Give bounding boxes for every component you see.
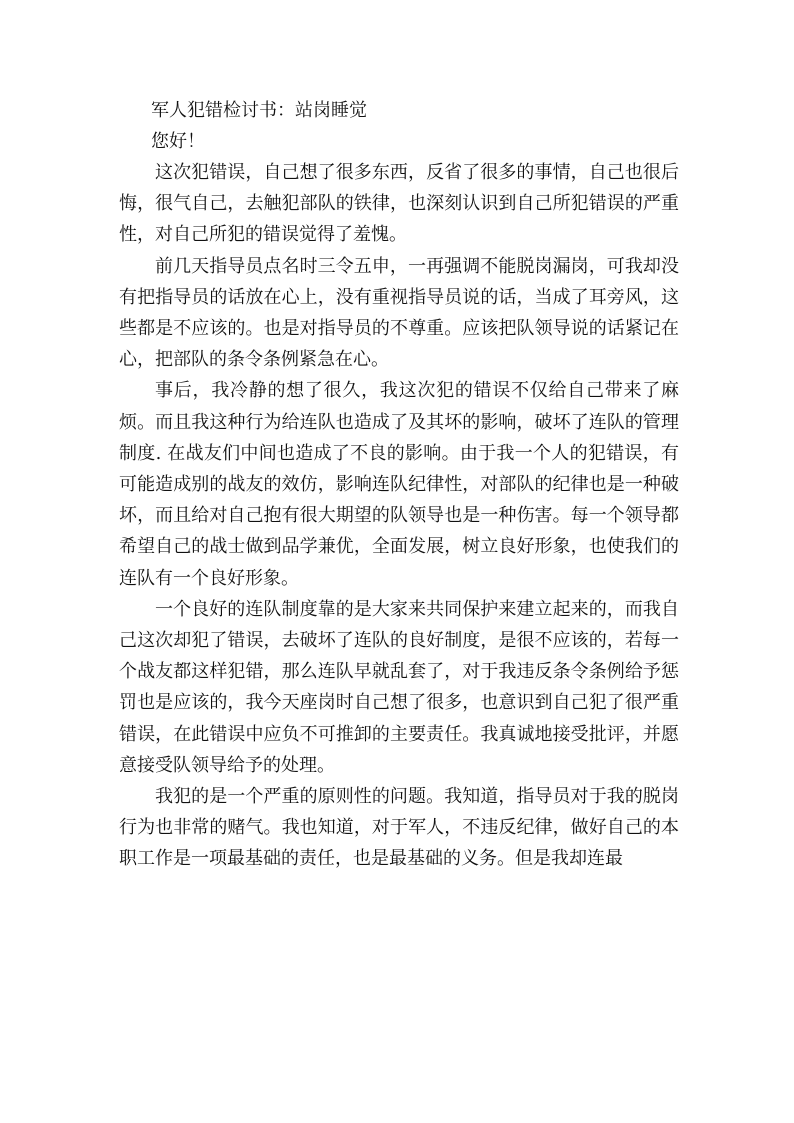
salutation: 您好！ [151, 131, 205, 152]
paragraph-2: 前几天指导员点名时三令五申，一再强调不能脱岗漏岗，可我却没有把指导员的话放在心上，没有重视指导员说的话，当成了耳旁风，这些都是不应该的。也是对指导员的不尊重。应该把队领导说的话紧记在心，把部队的条令条例紧急在心。 [119, 255, 679, 371]
document-title: 军人犯错检讨书：站岗睡觉 [151, 100, 367, 121]
paragraph-3: 事后，我冷静的想了很久，我这次犯的错误不仅给自己带来了麻烦。而且我这种行为给连队也造成了及其坏的影响，破坏了连队的管理制度. 在战友们中间也造成了不良的影响。由于我一个人的犯错误，有可能造成别的战友的效仿，影响连队纪律性，对部队的纪律也是一种破坏，而且给对自己抱有很大期望的队领导也是一种伤害。每一个领导都希望自己的战士做到品学兼优，全面发展，树立良好形象，也使我们的连队有一个良好形象。 [119, 380, 679, 589]
paragraph-5: 我犯的是一个严重的原则性的问题。我知道，指导员对于我的脱岗行为也非常的赌气。我也知道，对于军人，不违反纪律，做好自己的本职工作是一项最基础的责任，也是最基础的义务。但是我却连最 [119, 786, 679, 870]
paragraph-1: 这次犯错误，自己想了很多东西，反省了很多的事情，自己也很后悔，很气自己，去触犯部队的铁律，也深刻认识到自己所犯错误的严重性，对自己所犯的错误觉得了羞愧。 [119, 162, 679, 246]
document-body [119, 95, 679, 875]
paragraph-4: 一个良好的连队制度靠的是大家来共同保护来建立起来的，而我自己这次却犯了错误，去破坏了连队的良好制度，是很不应该的，若每一个战友都这样犯错，那么连队早就乱套了，对于我违反条令条例给予惩罚也是应该的，我今天座岗时自己想了很多，也意识到自己犯了很严重错误，在此错误中应负不可推卸的主要责任。我真诚地接受批评，并愿意接受队领导给予的处理。 [119, 598, 679, 776]
